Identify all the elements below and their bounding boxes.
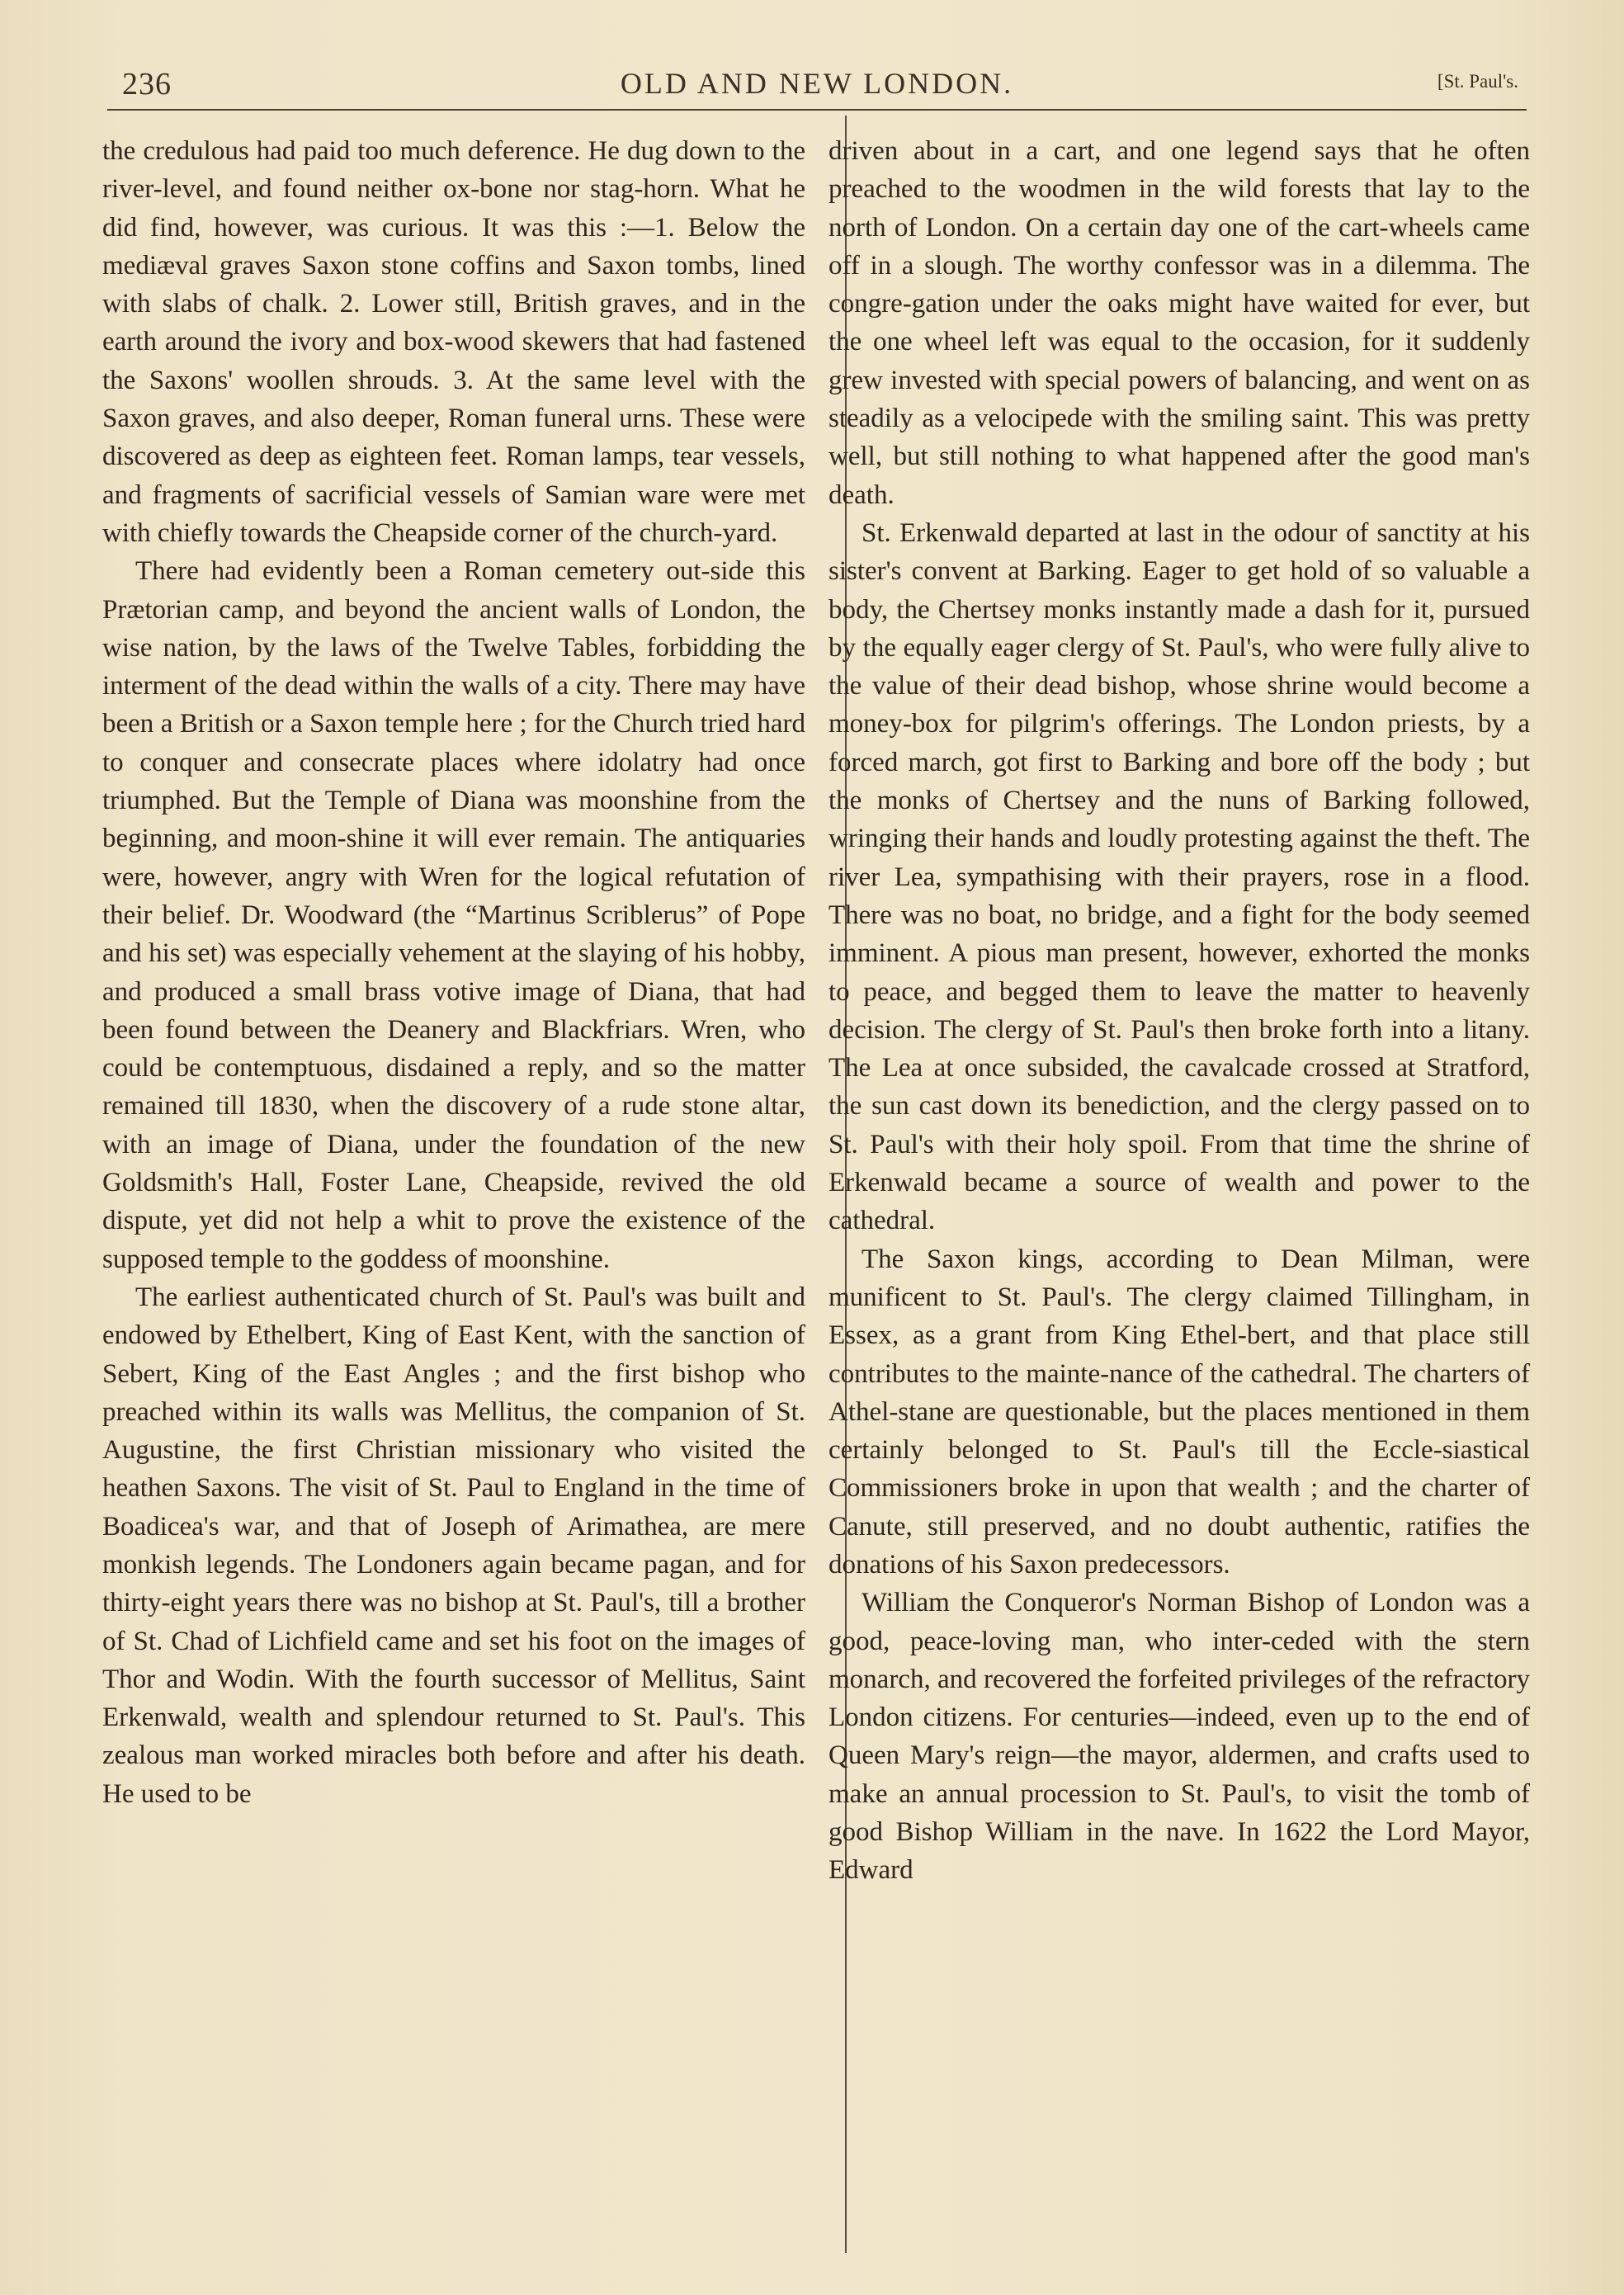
left-column	[102, 132, 805, 1813]
page-number: 236	[122, 67, 172, 102]
paragraph: There had evidently been a Roman cemetery out-side this Prætorian camp, and beyond the ancient walls of London, the wise nation, by the laws of the Twelve Tables, forbidding the interment of the dead within the walls of a city. There may have been a British or a Saxon temple here ; for the Church tried hard to conquer and consecrate places where idolatry had once triumphed. But the Temple of Diana was moonshine from the beginning, and moon-shine it will ever remain. The antiquaries were, however, angry with Wren for the logical refutation of their belief. Dr. Woodward (the “Martinus Scriblerus” of Pope and his set) was especially vehement at the slaying of his hobby, and produced a small brass votive image of Diana, that had been found between the Deanery and Blackfriars. Wren, who could be contemptuous, disdained a reply, and so the matter remained till 1830, when the discovery of a rude stone altar, with an image of Diana, under the foundation of the new Goldsmith's Hall, Foster Lane, Cheapside, revived the old dispute, yet did not help a whit to prove the existence of the supposed temple to the goddess of moonshine.	[102, 556, 805, 1274]
section-label: [St. Paul's.	[1437, 71, 1518, 92]
paragraph: the credulous had paid too much deference. He dug down to the river-level, and found neither ox-bone nor stag-horn. What he did find, however, was curious. It was this :—1. Below the mediæval graves Saxon stone coffins and Saxon tombs, lined with slabs of chalk. 2. Lower still, British graves, and in the earth around the ivory and box-wood skewers that had fastened the Saxons' woollen shrouds. 3. At the same level with the Saxon graves, and also deeper, Roman funeral urns. These were discovered as deep as eighteen feet. Roman lamps, tear vessels, and fragments of sacrificial vessels of Samian ware were met with chiefly towards the Cheapside corner of the church-yard.	[102, 136, 805, 548]
paragraph: The earliest authenticated church of St. Paul's was built and endowed by Ethelbert, King of East Kent, with the sanction of Sebert, King of the East Angles ; and the first bishop who preached within its walls was Mellitus, the companion of St. Augustine, the first Christian missionary who visited the heathen Saxons. The visit of St. Paul to England in the time of Boadicea's war, and that of Joseph of Arimathea, are mere monkish legends. The Londoners again became pagan, and for thirty-eight years there was no bishop at St. Paul's, till a brother of St. Chad of Lichfield came and set his foot on the images of Thor and Wodin. With the fourth successor of Mellitus, Saint Erkenwald, wealth and splendour returned to St. Paul's. This zealous man worked miracles both before and after his death. He used to be	[102, 1282, 805, 1809]
paragraph: William the Conqueror's Norman Bishop of London was a good, peace-loving man, who inter-ceded with the stern monarch, and recovered the forfeited privileges of the refractory London citizens. For centuries—indeed, even up to the end of Queen Mary's reign—the mayor, aldermen, and crafts used to make an annual procession to St. Paul's, to visit the tomb of good Bishop William in the nave. In 1622 the Lord Mayor, Edward	[829, 1588, 1530, 1886]
page-header	[103, 59, 1531, 109]
header-rule	[107, 109, 1527, 111]
paragraph: The Saxon kings, according to Dean Milman, were munificent to St. Paul's. The clergy claimed Tillingham, in Essex, as a grant from King Ethel-bert, and that place still contributes to the mainte-nance of the cathedral. The charters of Athel-stane are questionable, but the places mentioned in them certainly belonged to St. Paul's till the Eccle-siastical Commissioners broke in upon that wealth ; and the charter of Canute, still preserved, and no doubt authentic, ratifies the donations of his Saxon predecessors.	[829, 1244, 1530, 1580]
right-column	[829, 132, 1530, 1890]
paragraph: St. Erkenwald departed at last in the odour of sanctity at his sister's convent at Barking. Eager to get hold of so valuable a body, the Chertsey monks instantly made a dash for it, pursued by the equally eager clergy of St. Paul's, who were fully alive to the value of their dead bishop, whose shrine would become a money-box for pilgrim's offerings. The London priests, by a forced march, got first to Barking and bore off the body ; but the monks of Chertsey and the nuns of Barking followed, wringing their hands and loudly protesting against the theft. The river Lea, sympathising with their prayers, rose in a flood. There was no boat, no bridge, and a fight for the body seemed imminent. A pious man present, however, exhorted the monks to peace, and begged them to leave the matter to heavenly decision. The clergy of St. Paul's then broke forth into a litany. The Lea at once subsided, the cavalcade crossed at Stratford, the sun cast down its benediction, and the clergy passed on to St. Paul's with their holy spoil. From that time the shrine of Erkenwald became a source of wealth and power to the cathedral.	[829, 517, 1530, 1236]
paragraph: driven about in a cart, and one legend says that he often preached to the woodmen in the wild forests that lay to the north of London. On a certain day one of the cart-wheels came off in a slough. The worthy confessor was in a dilemma. The congre-gation under the oaks might have waited for ever, but the one wheel left was equal to the occasion, for it suddenly grew invested with special powers of balancing, and went on as steadily as a velocipede with the smiling saint. This was pretty well, but still nothing to what happened after the good man's death.	[829, 136, 1530, 510]
running-title: OLD AND NEW LONDON.	[620, 67, 1014, 100]
